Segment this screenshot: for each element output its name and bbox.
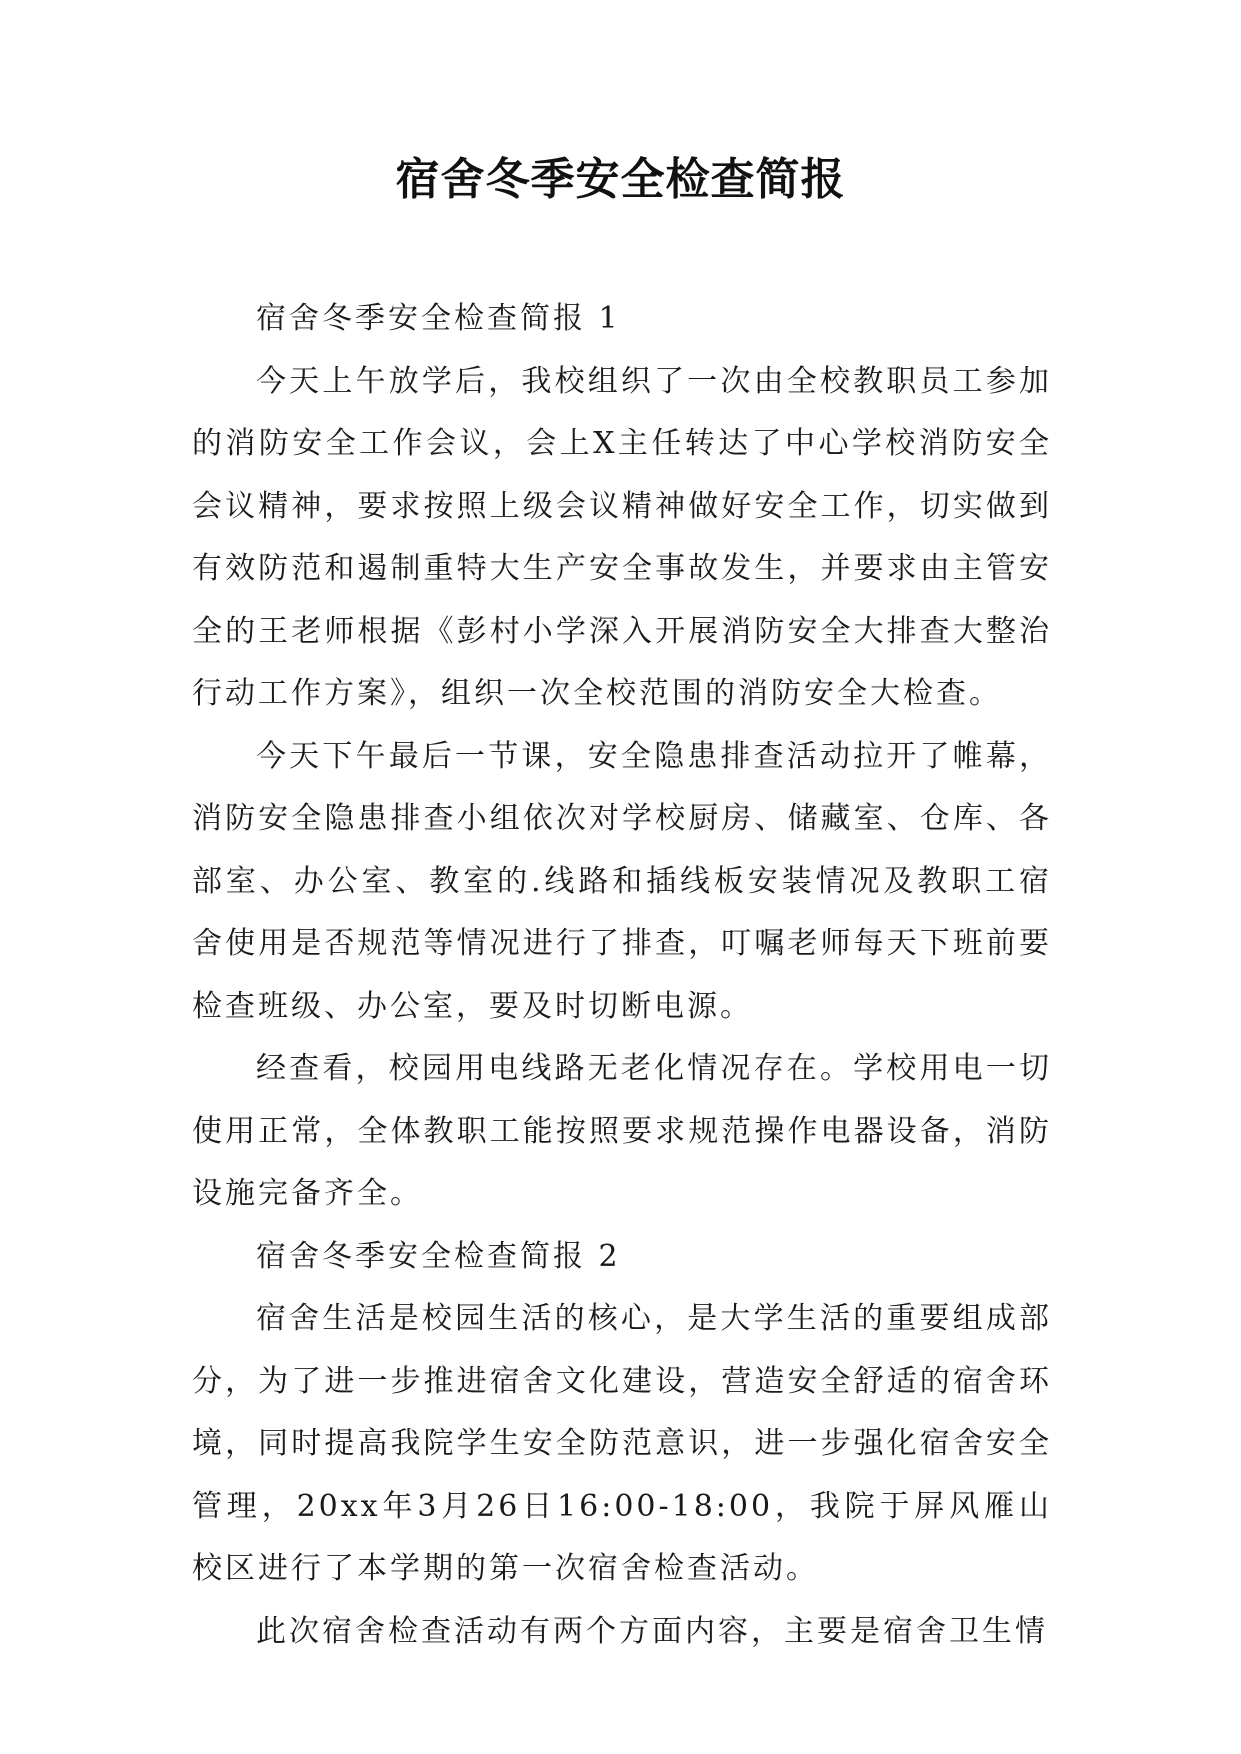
paragraph: 此次宿舍检查活动有两个方面内容，主要是宿舍卫生情 — [256, 1613, 1048, 1649]
section-heading: 宿舍冬季安全检查简报 2 — [256, 1238, 621, 1274]
paragraph: 宿舍生活是校园生活的核心，是大学生活的重要组成部分，为了进一步推进宿舍文化建设，营造安全舒适的宿舍环境，同时提高我院学生安全防范意识，进一步强化宿舍安全管理，20xx年3月26日16:00-18:00，我院于屏风雁山校区进行了本学期的第一次宿舍检查活动。 — [192, 1301, 1052, 1586]
paragraph: 经查看，校园用电线路无老化情况存在。学校用电一切使用正常，全体教职工能按照要求规范操作电器设备，消防设施完备齐全。 — [192, 1051, 1052, 1211]
section-heading: 宿舍冬季安全检查简报 1 — [256, 301, 621, 336]
document-title: 宿舍冬季安全检查简报 — [395, 154, 846, 205]
paragraph: 今天上午放学后，我校组织了一次由全校教职员工参加的消防安全工作会议，会上X主任转达了中心学校消防安全会议精神，要求按照上级会议精神做好安全工作，切实做到有效防范和遏制重特大生产安全事故发生，并要求由主管安全的王老师根据《彭村小学深入开展消防安全大排查大整治行动工作方案》，组织一次全校范围的消防安全大检查。 — [192, 363, 1052, 711]
document-body — [192, 288, 1052, 1663]
paragraph: 今天下午最后一节课，安全隐患排查活动拉开了帷幕，消防安全隐患排查小组依次对学校厨房、储藏室、仓库、各部室、办公室、教室的.线路和插线板安装情况及教职工宿舍使用是否规范等情况进行了排查，叮嘱老师每天下班前要检查班级、办公室，要及时切断电源。 — [192, 738, 1052, 1024]
